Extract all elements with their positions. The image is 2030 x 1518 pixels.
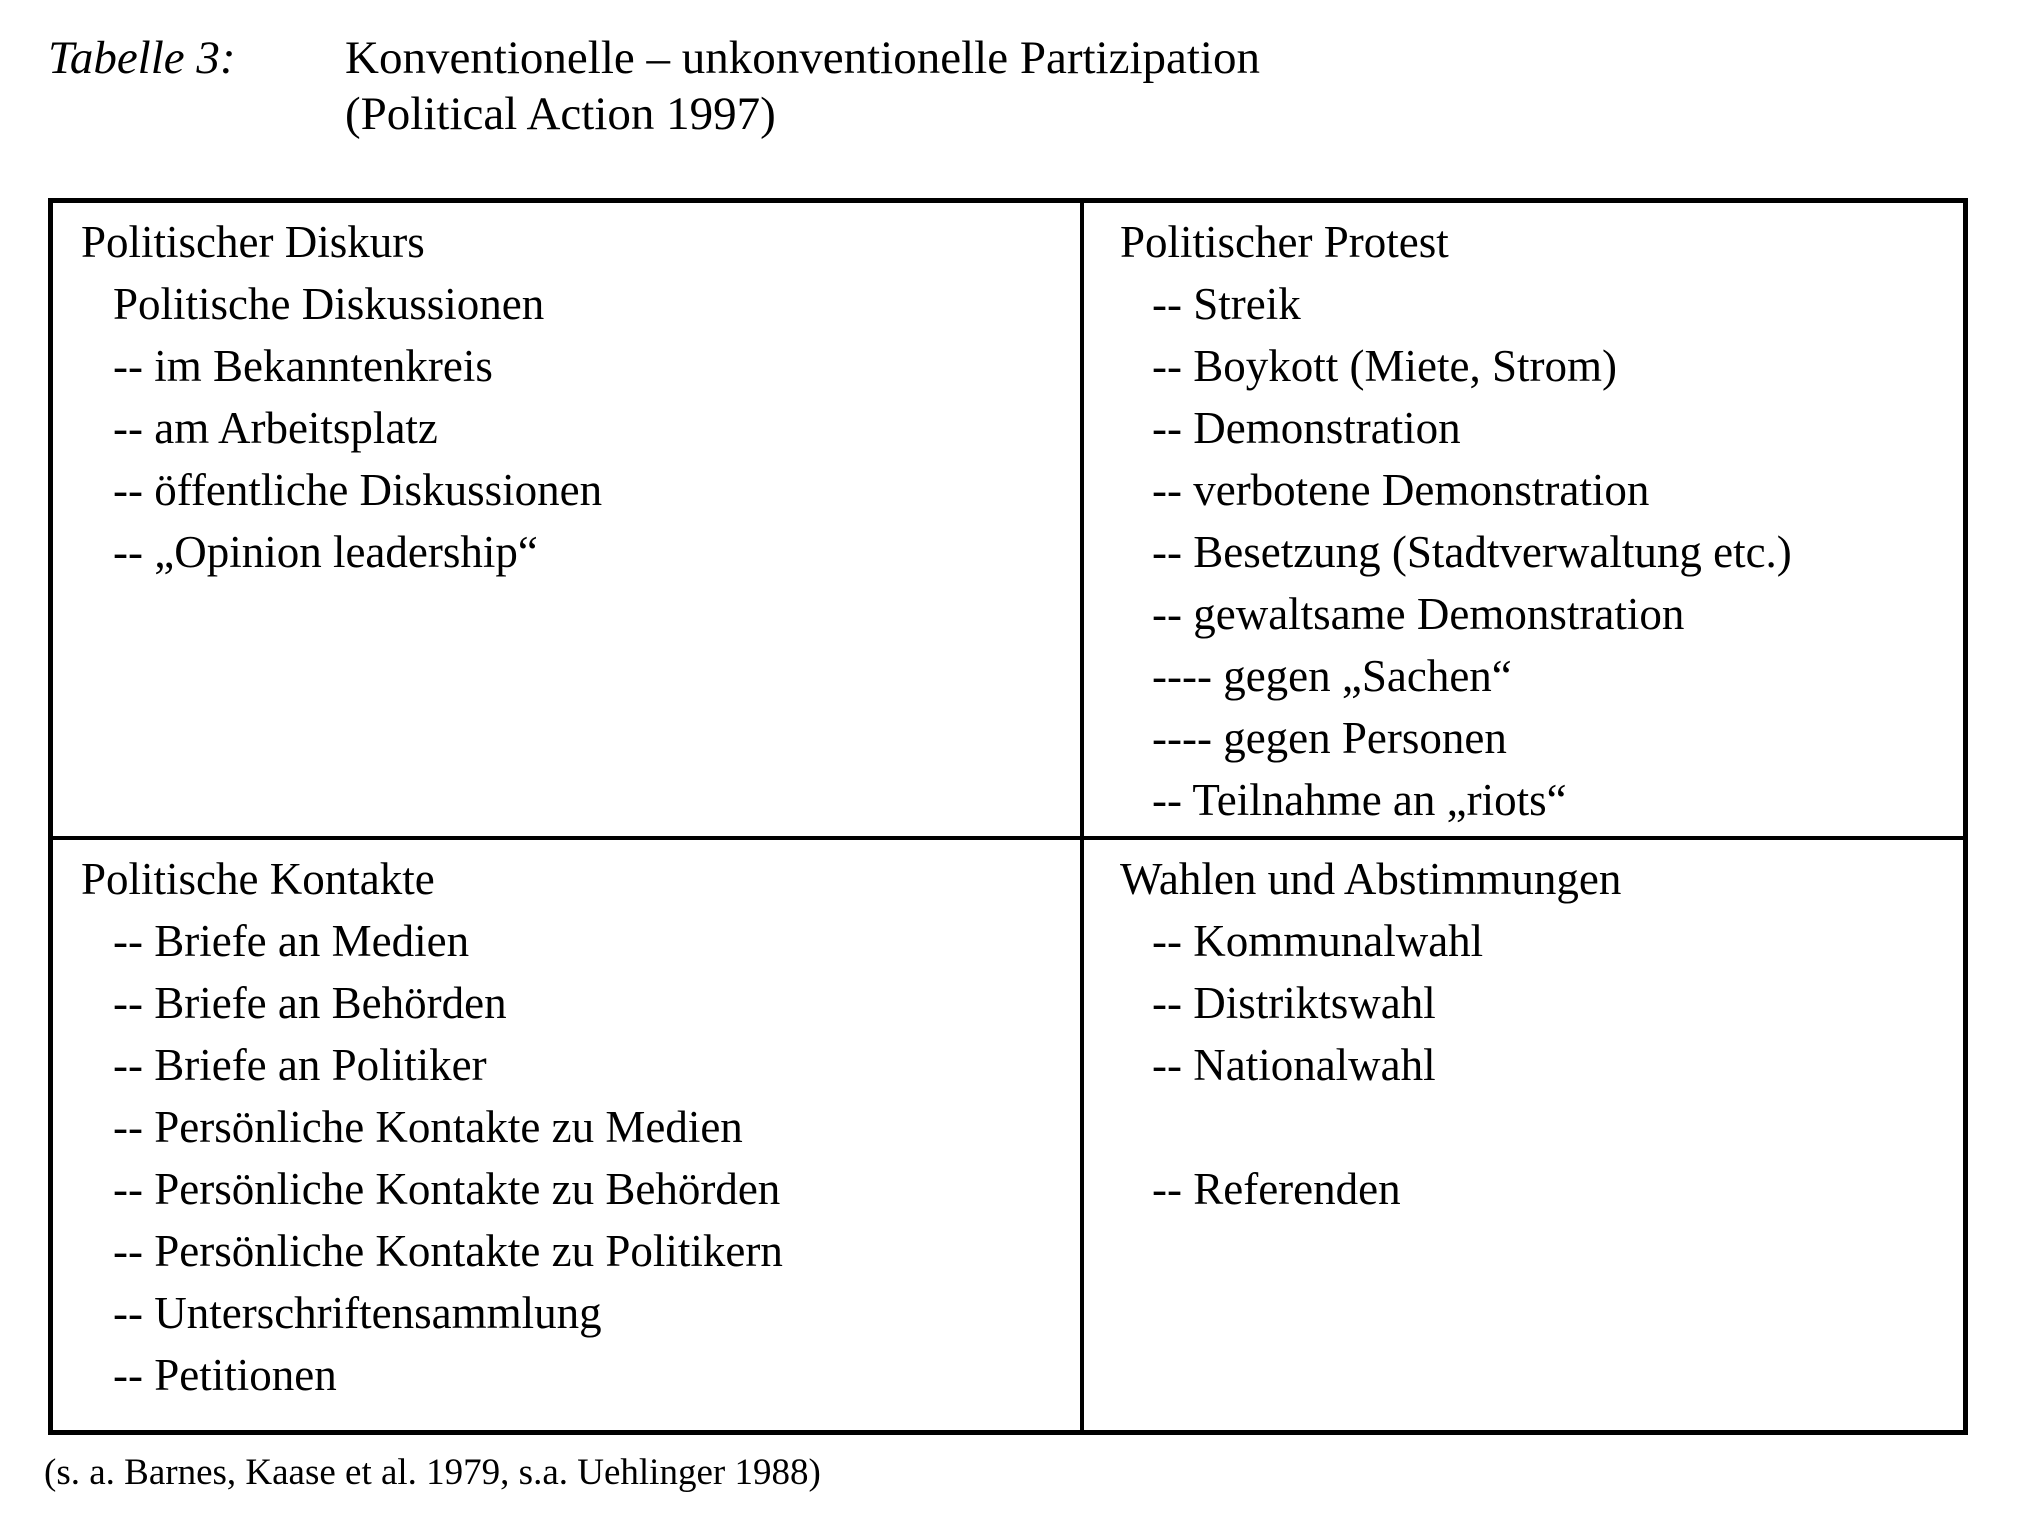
- cell-wahlen-und-abstimmungen: [1080, 836, 1963, 1430]
- cell-item: -- Streik: [1152, 279, 1301, 329]
- cell-item: ---- gegen „Sachen“: [1152, 651, 1512, 701]
- cell-item: -- gewaltsame Demonstration: [1152, 589, 1685, 639]
- cell-item: -- Distriktswahl: [1152, 978, 1436, 1028]
- cell-item: -- Persönliche Kontakte zu Behörden: [113, 1164, 781, 1214]
- cell-item-list: [113, 910, 1070, 1406]
- cell-item: -- verbotene Demonstration: [1152, 465, 1650, 515]
- cell-item: -- am Arbeitsplatz: [113, 403, 438, 453]
- cell-item: -- Briefe an Politiker: [113, 1040, 487, 1090]
- cell-item: -- Demonstration: [1152, 403, 1461, 453]
- cell-item: ---- gegen Personen: [1152, 713, 1507, 763]
- cell-item: -- Kommunalwahl: [1152, 916, 1484, 966]
- cell-item: -- Briefe an Behörden: [113, 978, 507, 1028]
- cell-item-list: [1152, 273, 1953, 831]
- cell-item: -- Referenden: [1152, 1164, 1401, 1214]
- cell-item: -- Persönliche Kontakte zu Politikern: [113, 1226, 783, 1276]
- cell-item: -- Petitionen: [113, 1350, 337, 1400]
- cell-item: -- Boykott (Miete, Strom): [1152, 341, 1617, 391]
- cell-politische-kontakte: [53, 836, 1080, 1430]
- cell-item: -- öffentliche Diskussionen: [113, 465, 603, 515]
- table-caption-line1: Konventionelle – unkonventionelle Partizipation: [345, 32, 1260, 84]
- table-caption-label: Tabelle 3:: [48, 32, 236, 84]
- cell-heading: Politischer Protest: [1120, 217, 1449, 267]
- cell-item-list: [1152, 910, 1953, 1220]
- cell-item: Politische Diskussionen: [113, 279, 545, 329]
- cell-politischer-diskurs: [53, 203, 1080, 836]
- table-caption: [48, 30, 1260, 142]
- cell-item-list: [113, 273, 1070, 583]
- cell-heading: Politische Kontakte: [81, 854, 435, 904]
- source-footnote: (s. a. Barnes, Kaase et al. 1979, s.a. Uehlinger 1988): [44, 1452, 821, 1493]
- cell-item: -- Persönliche Kontakte zu Medien: [113, 1102, 743, 1152]
- cell-item: -- „Opinion leadership“: [113, 527, 538, 577]
- table-caption-text: [345, 30, 1260, 142]
- cell-item: -- Teilnahme an „riots“: [1152, 775, 1567, 825]
- cell-heading: Wahlen und Abstimmungen: [1120, 854, 1622, 904]
- cell-item: -- Besetzung (Stadtverwaltung etc.): [1152, 527, 1792, 577]
- table-caption-line2: (Political Action 1997): [345, 88, 776, 140]
- cell-heading: Politischer Diskurs: [81, 217, 425, 267]
- cell-item-spacer: [1152, 1096, 1953, 1158]
- cell-item: -- im Bekanntenkreis: [113, 341, 493, 391]
- cell-item: -- Unterschriftensammlung: [113, 1288, 602, 1338]
- cell-item: -- Nationalwahl: [1152, 1040, 1436, 1090]
- participation-table: [48, 198, 1968, 1435]
- cell-item: -- Briefe an Medien: [113, 916, 470, 966]
- cell-politischer-protest: [1080, 203, 1963, 836]
